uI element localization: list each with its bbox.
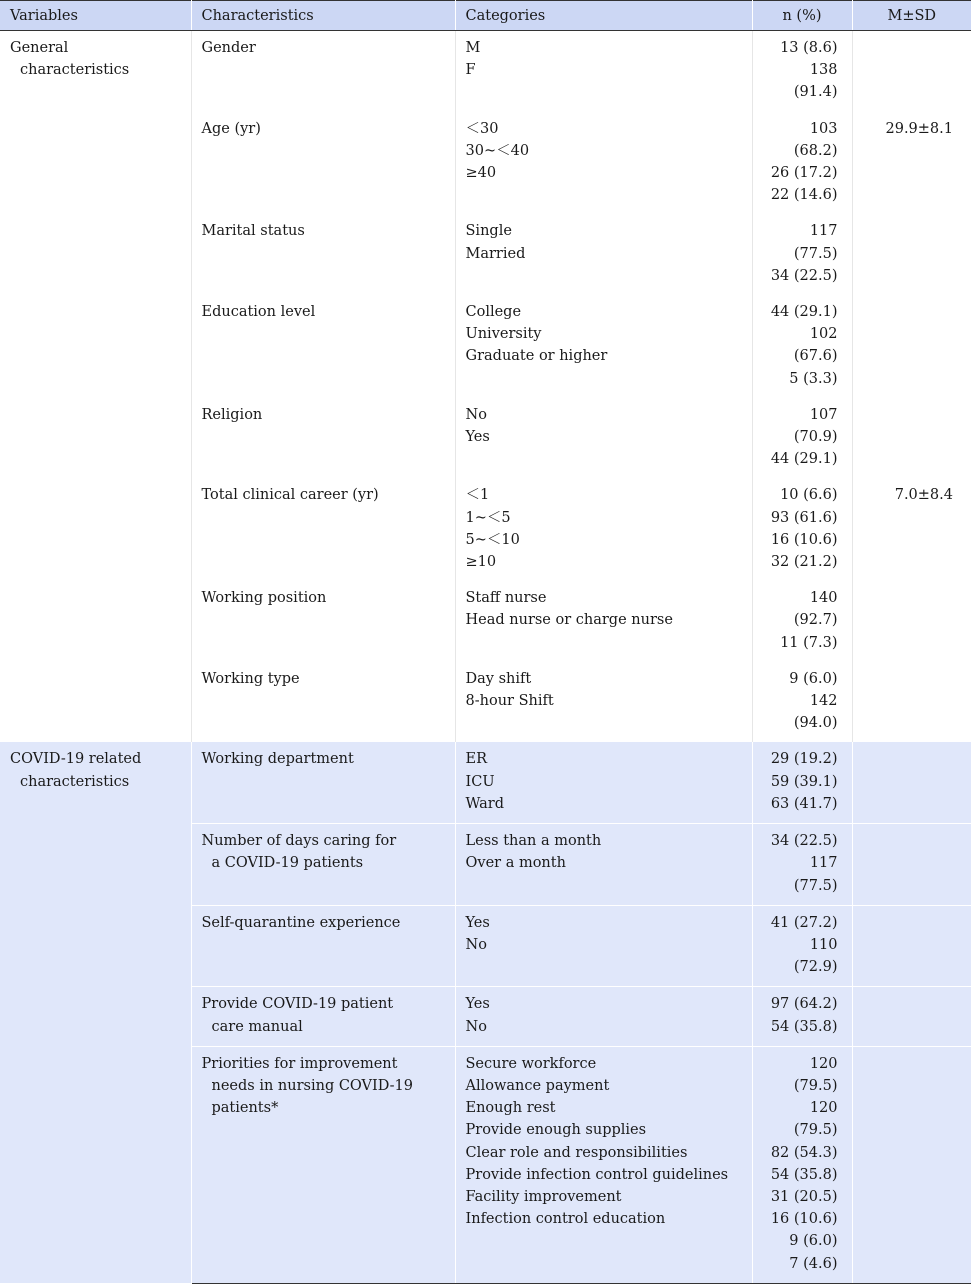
n-percent-value: 5 (3.3) xyxy=(789,370,838,387)
characteristic-label: Provide COVID-19 patient xyxy=(201,996,394,1013)
n-percent-value: 10 (6.6) xyxy=(780,487,838,504)
characteristic-label: Priorities for improvement xyxy=(201,1055,398,1072)
characteristic-label: care manual xyxy=(211,1018,303,1035)
characteristic-cell xyxy=(191,824,455,906)
n-percent-value: 29 (19.2) xyxy=(770,751,838,768)
category-label: Graduate or higher xyxy=(465,348,608,365)
categories-cell xyxy=(455,824,752,906)
mean-sd-cell xyxy=(852,987,971,1046)
category-label: College xyxy=(465,304,522,321)
characteristic-cell xyxy=(191,112,455,215)
characteristic-cell xyxy=(191,662,455,743)
n-percent-value: 44 (29.1) xyxy=(770,451,838,468)
categories-cell xyxy=(455,214,752,295)
category-label: ICU xyxy=(465,773,495,790)
category-label: Provide infection control guidelines xyxy=(465,1166,729,1183)
n-percent-value: 103 (68.2) xyxy=(793,120,838,159)
n-percent-value: 110 (72.9) xyxy=(793,936,838,976)
characteristic-label: needs in nursing COVID-19 xyxy=(211,1077,414,1094)
category-label: Single xyxy=(465,223,512,240)
characteristic-label: Working type xyxy=(201,670,300,687)
characteristic-label: Number of days caring for xyxy=(201,833,397,850)
variable-label-line: General xyxy=(10,40,69,56)
characteristic-cell xyxy=(191,31,455,112)
characteristic-label: Religion xyxy=(201,406,263,423)
categories-cell xyxy=(455,1046,752,1283)
n-percent-value: 138 (91.4) xyxy=(793,62,838,101)
category-label: Infection control education xyxy=(465,1211,666,1228)
covid-characteristics-group xyxy=(0,742,971,1283)
n-percent-value: 9 (6.0) xyxy=(789,670,838,687)
n-percent-cell xyxy=(752,824,852,906)
categories-cell xyxy=(455,112,752,215)
mean-sd-cell xyxy=(852,1046,971,1283)
n-percent-cell xyxy=(752,112,852,215)
characteristic-cell xyxy=(191,581,455,662)
n-percent-value: 22 (14.6) xyxy=(770,187,838,204)
characteristic-label: Age (yr) xyxy=(201,120,261,137)
n-percent-value: 7 (4.6) xyxy=(789,1255,838,1272)
category-label: 1~＜5 xyxy=(465,509,511,526)
n-percent-value: 117 (77.5) xyxy=(793,855,838,894)
mean-sd-cell xyxy=(852,31,971,112)
category-label: Less than a month xyxy=(465,833,602,850)
characteristic-label: Working department xyxy=(201,751,354,768)
categories-cell xyxy=(455,742,752,823)
n-percent-value: 140 (92.7) xyxy=(793,590,838,629)
variable-label-line: characteristics xyxy=(20,773,130,790)
mean-sd-cell xyxy=(852,905,971,987)
n-percent-value: 142 (94.0) xyxy=(793,693,838,732)
variable-label-line: COVID-19 related xyxy=(10,751,142,768)
categories-cell xyxy=(455,31,752,112)
variable-group-label xyxy=(0,31,191,743)
characteristic-cell xyxy=(191,1046,455,1283)
category-label: F xyxy=(465,62,476,79)
category-label: 30~＜40 xyxy=(465,142,530,159)
mean-sd-cell xyxy=(852,742,971,823)
characteristic-label: Self-quarantine experience xyxy=(201,914,401,931)
category-label: No xyxy=(465,936,487,953)
category-label: Over a month xyxy=(465,855,566,872)
category-label: Staff nurse xyxy=(465,590,547,607)
mean-sd-cell xyxy=(852,824,971,906)
n-percent-value: 26 (17.2) xyxy=(770,165,838,182)
variable-label-line: characteristics xyxy=(20,62,130,79)
mean-sd-cell xyxy=(852,214,971,295)
n-percent-value: 31 (20.5) xyxy=(770,1188,838,1205)
characteristic-cell xyxy=(191,398,455,479)
n-percent-cell xyxy=(752,398,852,479)
categories-cell xyxy=(455,478,752,581)
characteristic-cell xyxy=(191,742,455,823)
header-variables: Variables xyxy=(0,1,191,31)
n-percent-value: 34 (22.5) xyxy=(770,833,838,850)
category-label: ＜30 xyxy=(465,120,499,137)
category-label: Enough rest xyxy=(465,1100,556,1117)
n-percent-value: 117 (77.5) xyxy=(793,223,838,262)
n-percent-cell xyxy=(752,214,852,295)
header-row xyxy=(0,1,971,31)
category-label: Clear role and responsibilities xyxy=(465,1144,688,1161)
n-percent-value: 107 (70.9) xyxy=(793,406,838,446)
general-characteristics-group xyxy=(0,31,971,743)
mean-sd-cell xyxy=(852,112,971,215)
categories-cell xyxy=(455,581,752,662)
n-percent-value: 34 (22.5) xyxy=(770,267,838,284)
n-percent-value: 9 (6.0) xyxy=(789,1233,838,1250)
category-label: Day shift xyxy=(465,670,532,687)
characteristic-label: Marital status xyxy=(201,223,305,240)
characteristic-cell xyxy=(191,478,455,581)
characteristic-label: Education level xyxy=(201,304,316,321)
n-percent-value: 54 (35.8) xyxy=(770,1166,838,1183)
n-percent-cell xyxy=(752,478,852,581)
n-percent-cell xyxy=(752,295,852,398)
category-label: ER xyxy=(465,751,488,768)
category-label: Provide enough supplies xyxy=(465,1122,647,1139)
category-label: Secure workforce xyxy=(465,1055,597,1072)
n-percent-value: 97 (64.2) xyxy=(770,996,838,1013)
mean-sd-cell xyxy=(852,295,971,398)
n-percent-value: 16 (10.6) xyxy=(770,531,838,548)
table-row xyxy=(0,31,971,112)
category-label: Facility improvement xyxy=(465,1188,622,1205)
characteristic-cell xyxy=(191,987,455,1046)
n-percent-value: 59 (39.1) xyxy=(770,773,838,790)
characteristic-cell xyxy=(191,295,455,398)
mean-sd-value: 7.0±8.4 xyxy=(894,487,953,504)
characteristic-label: patients* xyxy=(211,1100,279,1117)
characteristic-label: Gender xyxy=(201,40,256,56)
category-label: 8-hour Shift xyxy=(465,693,554,710)
mean-sd-cell xyxy=(852,398,971,479)
n-percent-value: 120 (79.5) xyxy=(793,1055,838,1094)
categories-cell xyxy=(455,295,752,398)
mean-sd-cell xyxy=(852,478,971,581)
characteristic-label: Working position xyxy=(201,590,327,607)
n-percent-value: 93 (61.6) xyxy=(770,509,838,526)
characteristic-label: a COVID-19 patients xyxy=(211,855,364,872)
n-percent-cell xyxy=(752,662,852,743)
category-label: Ward xyxy=(465,795,505,812)
characteristic-cell xyxy=(191,905,455,987)
n-percent-value: 63 (41.7) xyxy=(770,795,838,812)
category-label: Yes xyxy=(465,429,490,446)
category-label: No xyxy=(465,1018,487,1035)
table-row xyxy=(0,742,971,823)
mean-sd-value: 29.9±8.1 xyxy=(885,120,953,137)
category-label: Married xyxy=(465,245,526,262)
category-label: Yes xyxy=(465,996,490,1013)
header-categories: Categories xyxy=(455,1,752,31)
n-percent-value: 13 (8.6) xyxy=(780,40,838,56)
n-percent-value: 82 (54.3) xyxy=(770,1144,838,1161)
variable-group-label xyxy=(0,742,191,1283)
category-label: No xyxy=(465,406,487,423)
category-label: ≥40 xyxy=(465,165,497,182)
category-label: University xyxy=(465,326,542,343)
header-n-percent: n (%) xyxy=(752,1,852,31)
mean-sd-cell xyxy=(852,581,971,662)
n-percent-value: 54 (35.8) xyxy=(770,1018,838,1035)
characteristic-label: Total clinical career (yr) xyxy=(201,487,379,504)
n-percent-value: 41 (27.2) xyxy=(770,914,838,931)
header-mean-sd: M±SD xyxy=(852,1,971,31)
category-label: Yes xyxy=(465,914,490,931)
category-label: M xyxy=(465,40,481,56)
n-percent-cell xyxy=(752,581,852,662)
n-percent-value: 11 (7.3) xyxy=(780,634,838,651)
n-percent-cell xyxy=(752,987,852,1046)
category-label: Head nurse or charge nurse xyxy=(465,612,673,629)
category-label: 5~＜10 xyxy=(465,531,520,548)
header-characteristics: Characteristics xyxy=(191,1,455,31)
n-percent-value: 44 (29.1) xyxy=(770,304,838,321)
category-label: Allowance payment xyxy=(465,1077,610,1094)
n-percent-value: 102 (67.6) xyxy=(793,326,838,365)
n-percent-value: 32 (21.2) xyxy=(770,554,838,571)
n-percent-value: 120 (79.5) xyxy=(793,1100,838,1139)
category-label: ＜1 xyxy=(465,487,490,504)
n-percent-cell xyxy=(752,31,852,112)
n-percent-cell xyxy=(752,742,852,823)
mean-sd-cell xyxy=(852,662,971,743)
categories-cell xyxy=(455,662,752,743)
categories-cell xyxy=(455,987,752,1046)
n-percent-value: 16 (10.6) xyxy=(770,1211,838,1228)
n-percent-cell xyxy=(752,1046,852,1283)
categories-cell xyxy=(455,905,752,987)
n-percent-cell xyxy=(752,905,852,987)
categories-cell xyxy=(455,398,752,479)
category-label: ≥10 xyxy=(465,554,497,571)
characteristic-cell xyxy=(191,214,455,295)
